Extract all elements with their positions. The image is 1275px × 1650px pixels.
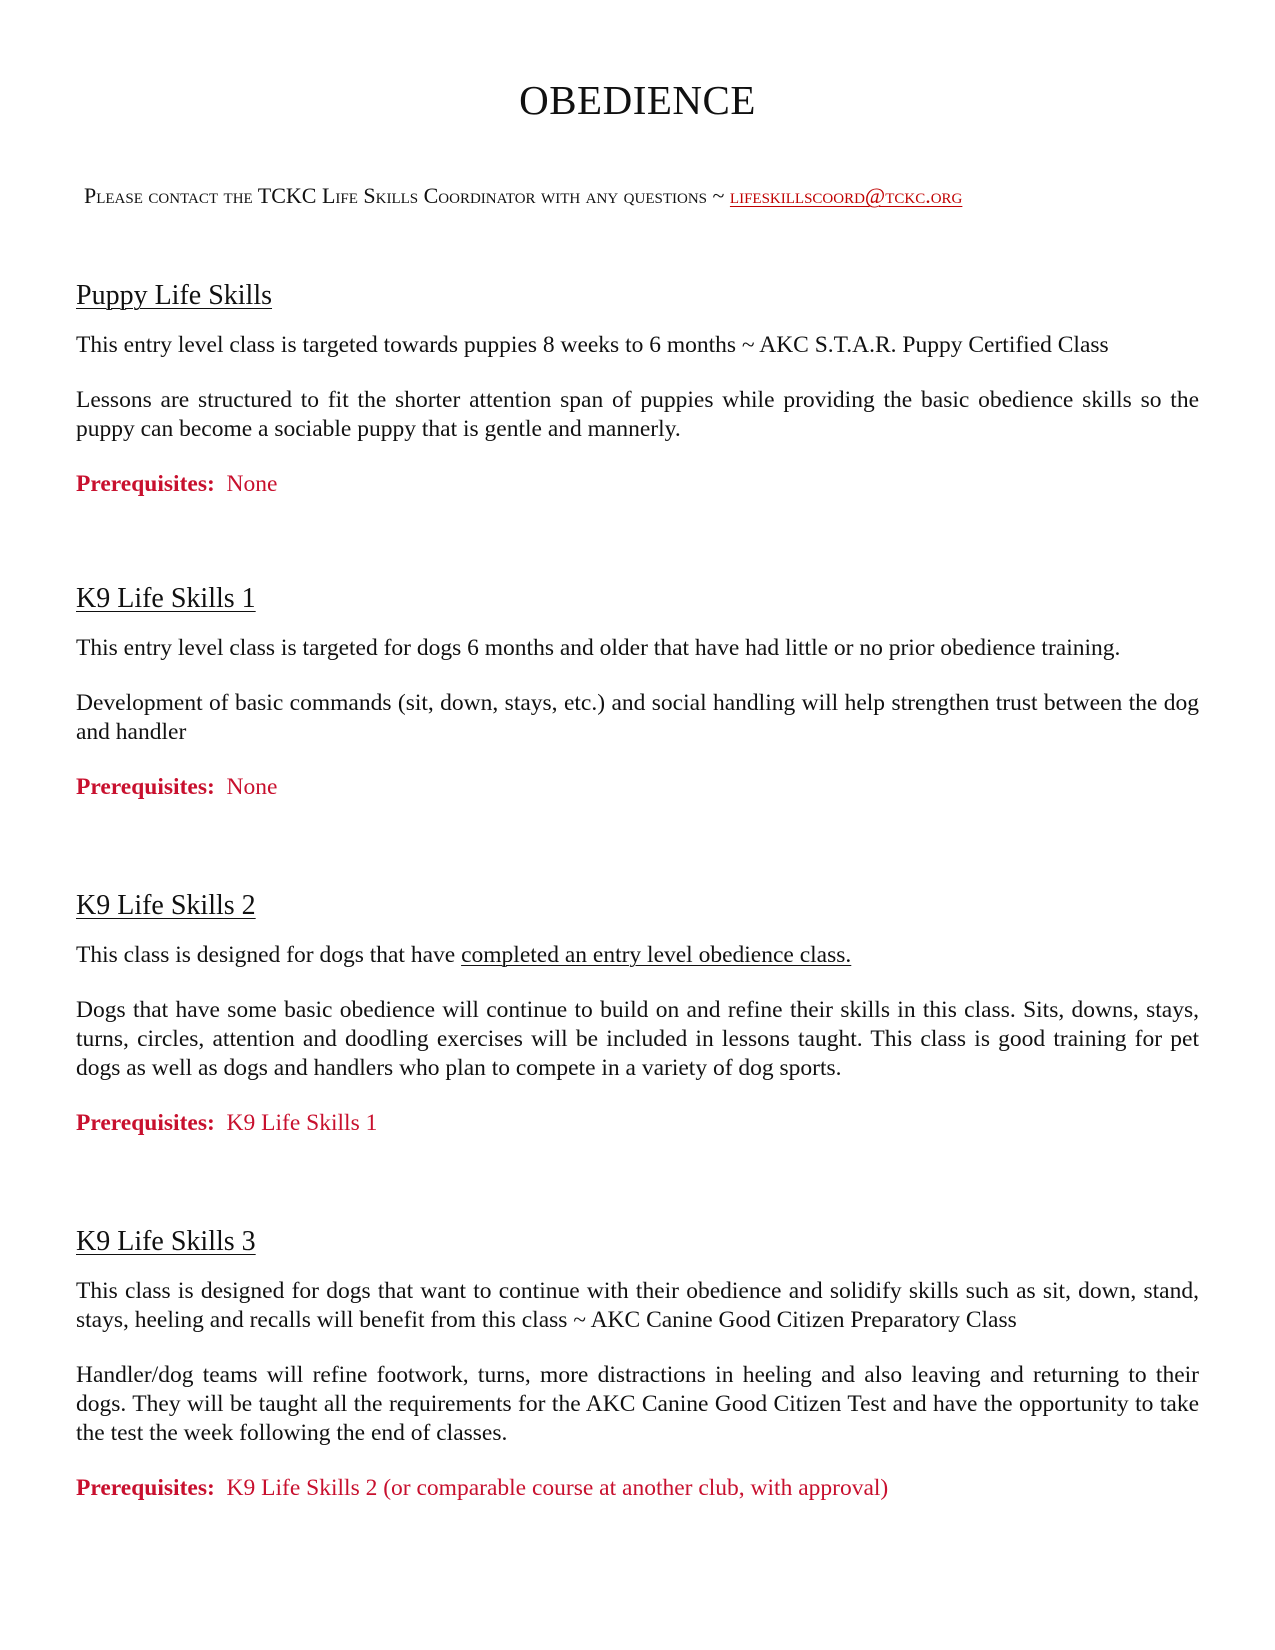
- section-description: This entry level class is targeted towards puppies 8 weeks to 6 months ~ AKC S.T.A.R. Puppy Certified Class: [76, 332, 1109, 358]
- description-text: This class is designed for dogs that have: [76, 942, 462, 968]
- prerequisites: [76, 1109, 1199, 1138]
- contact-email-link[interactable]: lifeskillscoord@tckc.org: [729, 183, 963, 208]
- section-k9-life-skills-3: [76, 1225, 1199, 1503]
- section-heading: K9 Life Skills 1: [76, 583, 256, 614]
- page-title: OBEDIENCE: [519, 77, 756, 123]
- section-details: Handler/dog teams will refine footwork, turns, more distractions in heeling and also leaving and returning to their dogs. They will be taught all the requirements for the AKC Canine Good Citizen Test and have the opportunity to take the test the week following the end of classes.: [76, 1362, 1199, 1446]
- section-description: This class is designed for dogs that want to continue with their obedience and solidify skills such as sit, down, stand, stays, heeling and recalls will benefit from this class ~ AKC Canine Good Citizen Preparatory Class: [76, 1278, 1199, 1333]
- section-puppy-life-skills: [76, 279, 1199, 499]
- section-heading: Puppy Life Skills: [76, 280, 273, 311]
- prerequisites-label: Prerequisites:: [76, 471, 215, 497]
- prerequisites: [76, 470, 1199, 499]
- section-heading: K9 Life Skills 3: [76, 1226, 256, 1257]
- section-k9-life-skills-2: [76, 889, 1199, 1138]
- section-details: Lessons are structured to fit the shorter attention span of puppies while providing the basic obedience skills so the puppy can become a sociable puppy that is gentle and mannerly.: [76, 387, 1199, 442]
- prerequisites-value: K9 Life Skills 1: [226, 1110, 378, 1136]
- prerequisites-label: Prerequisites:: [76, 1475, 215, 1501]
- contact-line: [84, 183, 1194, 209]
- prerequisites-value: None: [226, 471, 278, 497]
- prerequisites: [76, 1474, 1199, 1503]
- section-details: Development of basic commands (sit, down, stays, etc.) and social handling will help strengthen trust between the dog and handler: [76, 690, 1199, 745]
- section-details: Dogs that have some basic obedience will continue to build on and refine their skills in this class. Sits, downs, stays, turns, circles, attention and doodling exercises will be included in lessons taught. This class is good training for pet dogs as well as dogs and handlers who plan to compete in a variety of dog sports.: [76, 997, 1199, 1081]
- prerequisites: [76, 773, 1199, 802]
- section-description: [76, 941, 1199, 970]
- prerequisites-value: K9 Life Skills 2 (or comparable course at another club, with approval): [226, 1475, 889, 1501]
- section-heading: K9 Life Skills 2: [76, 890, 256, 921]
- prerequisites-label: Prerequisites:: [76, 774, 215, 800]
- prerequisites-label: Prerequisites:: [76, 1110, 215, 1136]
- section-description: This entry level class is targeted for dogs 6 months and older that have had little or no prior obedience training.: [76, 635, 1121, 661]
- section-k9-life-skills-1: [76, 582, 1199, 802]
- description-underlined-text: completed an entry level obedience class.: [461, 942, 852, 968]
- contact-text: Please contact the TCKC Life Skills Coordinator with any questions ~: [84, 183, 725, 208]
- prerequisites-value: None: [226, 774, 278, 800]
